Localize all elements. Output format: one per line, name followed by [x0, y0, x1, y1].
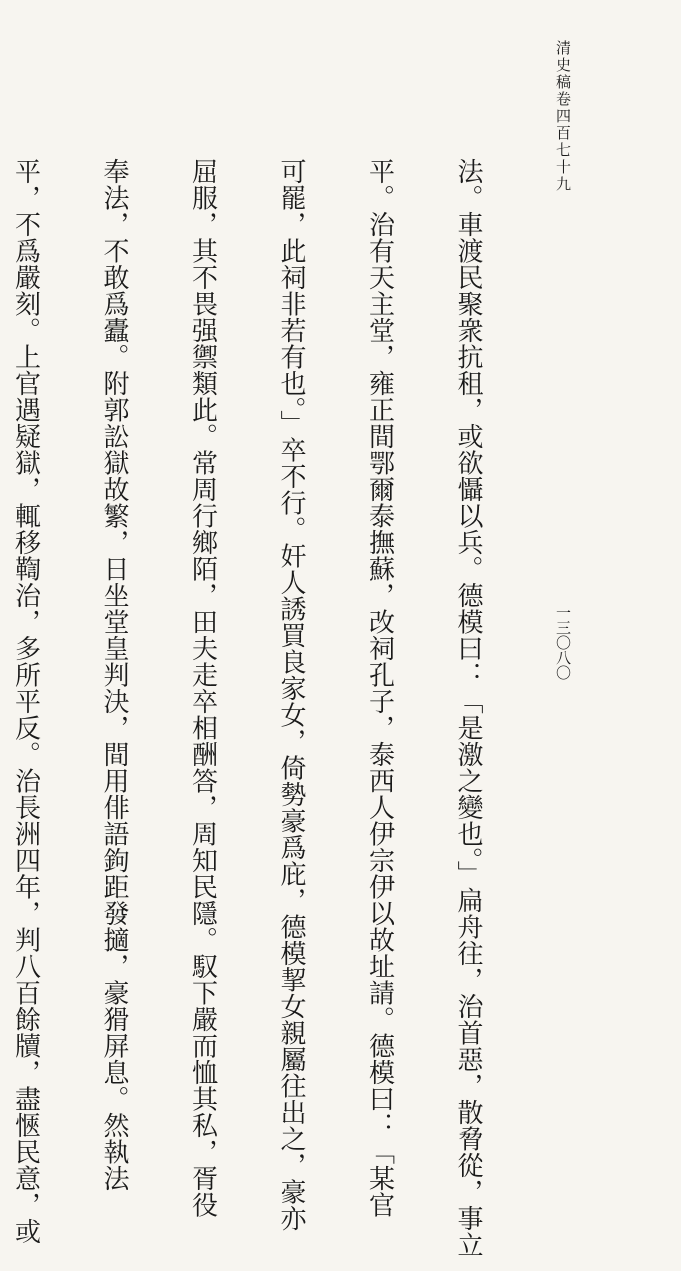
page-number: 一三〇八〇	[554, 605, 572, 680]
text-column: 平，不爲嚴刻。上官遇疑獄，輒移鞫治，多所平反。治長洲四年，判八百餘牘，盡愜民意，或	[10, 158, 41, 1245]
text-column: 屈服，其不畏强禦類此。常周行鄉陌，田夫走卒相酬答，周知民隱。馭下嚴而恤其私，胥役	[187, 158, 218, 1218]
body-text	[0, 158, 541, 1258]
running-header: 清史稿卷四百七十九	[554, 40, 572, 193]
text-column: 可罷，此祠非若有也。」卒不行。奸人誘買良家女，倚勢豪爲庇，德模挈女親屬往出之，豪亦	[276, 158, 306, 1232]
text-column: 平。治有天主堂，雍正間鄂爾泰撫蘇，改祠孔子，泰西人伊宗伊以故址請。德模曰：「某官	[364, 158, 395, 1218]
text-column: 法。車渡民聚衆抗租，或欲懾以兵。德模曰：「是激之變也。」扁舟往，治首惡，散脅從，事立	[453, 158, 483, 1258]
text-column: 奉法，不敢爲蠹。附郭訟獄故繁，日坐堂皇判決，間用俳語鉤距發擿，豪猾屏息。然執法	[99, 158, 129, 1192]
